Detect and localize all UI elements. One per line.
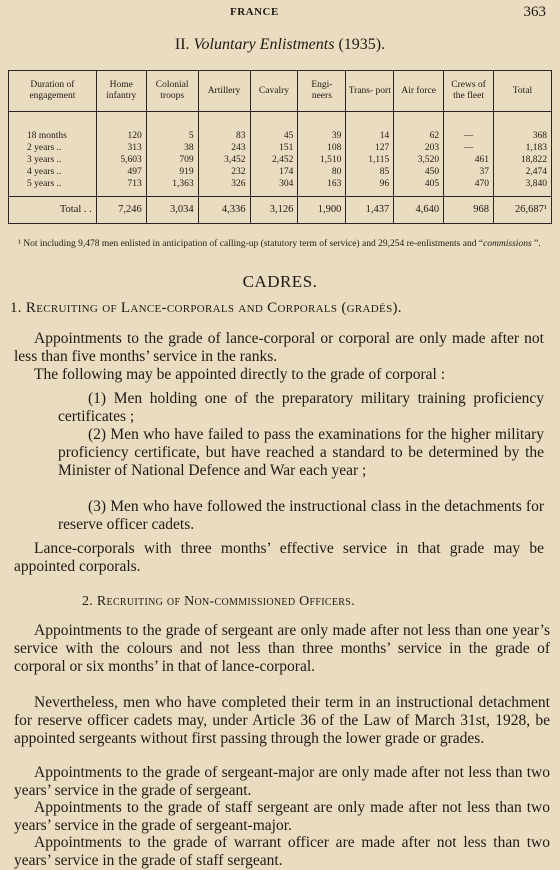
table-body [9, 112, 552, 224]
paragraph: Appointments to the grade of sergeant are only made after not less than one year’s service with the colours and not less than three months’ service in the grade of corporal or six months’ in that of lance-corporal. [14, 622, 550, 675]
table-cell: 368 [494, 130, 552, 142]
paragraph: Nevertheless, men who have completed their term in an instructional detachment for reserve officer cadets may, under Article 36 of the Law of March 31st, 1928, be appointed sergeants without first passing through the lower grade or grades. [14, 694, 550, 747]
table-cell: 18,822 [494, 154, 552, 166]
table-cell: 2,452 [250, 154, 298, 166]
list-item: (3) Men who have followed the instructional class in the detachments for reserve officer cadets. [58, 498, 544, 533]
table-cell: 4,640 [394, 197, 444, 224]
table-row [9, 142, 552, 154]
paragraph: Lance-corporals with three months’ effective service in that grade may be appointed corporals. [14, 540, 544, 575]
subsection-heading: 1. Recruiting of Lance-corporals and Corporals (gradés). [10, 300, 402, 316]
table-cell: 1,510 [298, 154, 346, 166]
table-cell: 85 [346, 166, 394, 178]
footnote [18, 238, 548, 251]
table-cell: 1,437 [346, 197, 394, 224]
table-cell: — [444, 142, 494, 154]
table-row [9, 166, 552, 178]
column-header: Engi- neers [298, 71, 346, 112]
page-number: 363 [523, 4, 546, 20]
table-cell: 304 [250, 178, 298, 190]
table-cell: 14 [346, 130, 394, 142]
table-cell: 203 [394, 142, 444, 154]
column-header: Duration of engagement [9, 71, 97, 112]
table-cell: 497 [96, 166, 146, 178]
table-cell: 1,900 [298, 197, 346, 224]
table-cell: 151 [250, 142, 298, 154]
table-cell: 3 years .. [9, 154, 97, 166]
table-total-row [9, 197, 552, 224]
table-cell: 4 years .. [9, 166, 97, 178]
table-row [9, 130, 552, 142]
table-cell: 62 [394, 130, 444, 142]
list-item: (2) Men who have failed to pass the examinations for the higher military proficiency certificate, but have reached a standard to be determined by the Minister of National Defence and War each year ; [58, 426, 544, 479]
paragraph: Appointments to the grade of sergeant-major are only made after not less than two years’ service in the grade of sergeant. [14, 764, 550, 799]
section-year: (1935). [338, 36, 386, 53]
table-header-row [9, 71, 552, 112]
subsection-heading: 2. Recruiting of Non-commissioned Officers. [82, 594, 355, 609]
column-header: Home infantry [96, 71, 146, 112]
table-cell: 2 years .. [9, 142, 97, 154]
table-cell: 713 [96, 178, 146, 190]
column-header: Total [494, 71, 552, 112]
column-header: Artillery [198, 71, 250, 112]
table-cell: 3,840 [494, 178, 552, 190]
column-header: Trans- port [346, 71, 394, 112]
table-cell: 2,474 [494, 166, 552, 178]
table-cell: 96 [346, 178, 394, 190]
cadres-heading: CADRES. [242, 272, 318, 291]
column-header: Crews of the fleet [444, 71, 494, 112]
table-cell: 405 [394, 178, 444, 190]
table-cell: 326 [198, 178, 250, 190]
table-cell: 450 [394, 166, 444, 178]
table-cell: 174 [250, 166, 298, 178]
footnote-text: ¹ Not including 9,478 men enlisted in anticipation of calling-up (statutory term of service) and 29,254 re-enlistments and “ [18, 239, 484, 249]
table-cell: 5 [146, 130, 198, 142]
footnote-tail: ”. [531, 239, 541, 249]
table-cell: 1,183 [494, 142, 552, 154]
table-row [9, 178, 552, 190]
table-cell: 38 [146, 142, 198, 154]
table-cell: 26,687¹ [494, 197, 552, 224]
table-cell: 37 [444, 166, 494, 178]
section-title [0, 36, 560, 54]
table-cell: 39 [298, 130, 346, 142]
table-cell: 3,520 [394, 154, 444, 166]
table-cell: 163 [298, 178, 346, 190]
table-cell: 461 [444, 154, 494, 166]
table-cell: 1,115 [346, 154, 394, 166]
table-cell: 968 [444, 197, 494, 224]
table-cell: 120 [96, 130, 146, 142]
table-cell: 4,336 [198, 197, 250, 224]
paragraph: Appointments to the grade of warrant officer are made after not less than two years’ service in the grade of staff sergeant. [14, 834, 550, 869]
table-cell: 80 [298, 166, 346, 178]
table-cell: 709 [146, 154, 198, 166]
running-head-title: FRANCE [230, 6, 279, 18]
table-cell: 5 years .. [9, 178, 97, 190]
table-cell: 127 [346, 142, 394, 154]
footnote-emphasis: commissions [483, 239, 532, 249]
paragraph: Appointments to the grade of staff sergeant are only made after not less than two years’ service in the grade of sergeant-major. [14, 799, 550, 834]
table-cell: — [444, 130, 494, 142]
section-number: II. [174, 36, 190, 53]
table-cell: 108 [298, 142, 346, 154]
column-header: Colonial troops [146, 71, 198, 112]
paragraph: Appointments to the grade of lance-corporal or corporal are only made after not less than five months’ service in the ranks. [14, 330, 544, 365]
table-cell: 83 [198, 130, 250, 142]
table-cell: 313 [96, 142, 146, 154]
table-cell: 45 [250, 130, 298, 142]
enlistments-table [8, 70, 552, 224]
table-cell: 3,452 [198, 154, 250, 166]
table-cell: 919 [146, 166, 198, 178]
column-header: Cavalry [250, 71, 298, 112]
section-title-text: Voluntary Enlistments [193, 36, 335, 53]
table-cell: 3,034 [146, 197, 198, 224]
list-item: (1) Men holding one of the preparatory military training proficiency certificates ; [58, 390, 544, 425]
table-cell: 1,363 [146, 178, 198, 190]
paragraph: The following may be appointed directly to the grade of corporal : [34, 366, 446, 383]
table-cell: 7,246 [96, 197, 146, 224]
running-head [0, 6, 560, 24]
table-cell: 470 [444, 178, 494, 190]
table-cell: 3,126 [250, 197, 298, 224]
table-cell: 5,603 [96, 154, 146, 166]
table-cell: 232 [198, 166, 250, 178]
column-header: Air force [394, 71, 444, 112]
table-cell: 243 [198, 142, 250, 154]
table-cell: 18 months [9, 130, 97, 142]
table-row [9, 154, 552, 166]
table-cell: Total . . [9, 197, 97, 224]
